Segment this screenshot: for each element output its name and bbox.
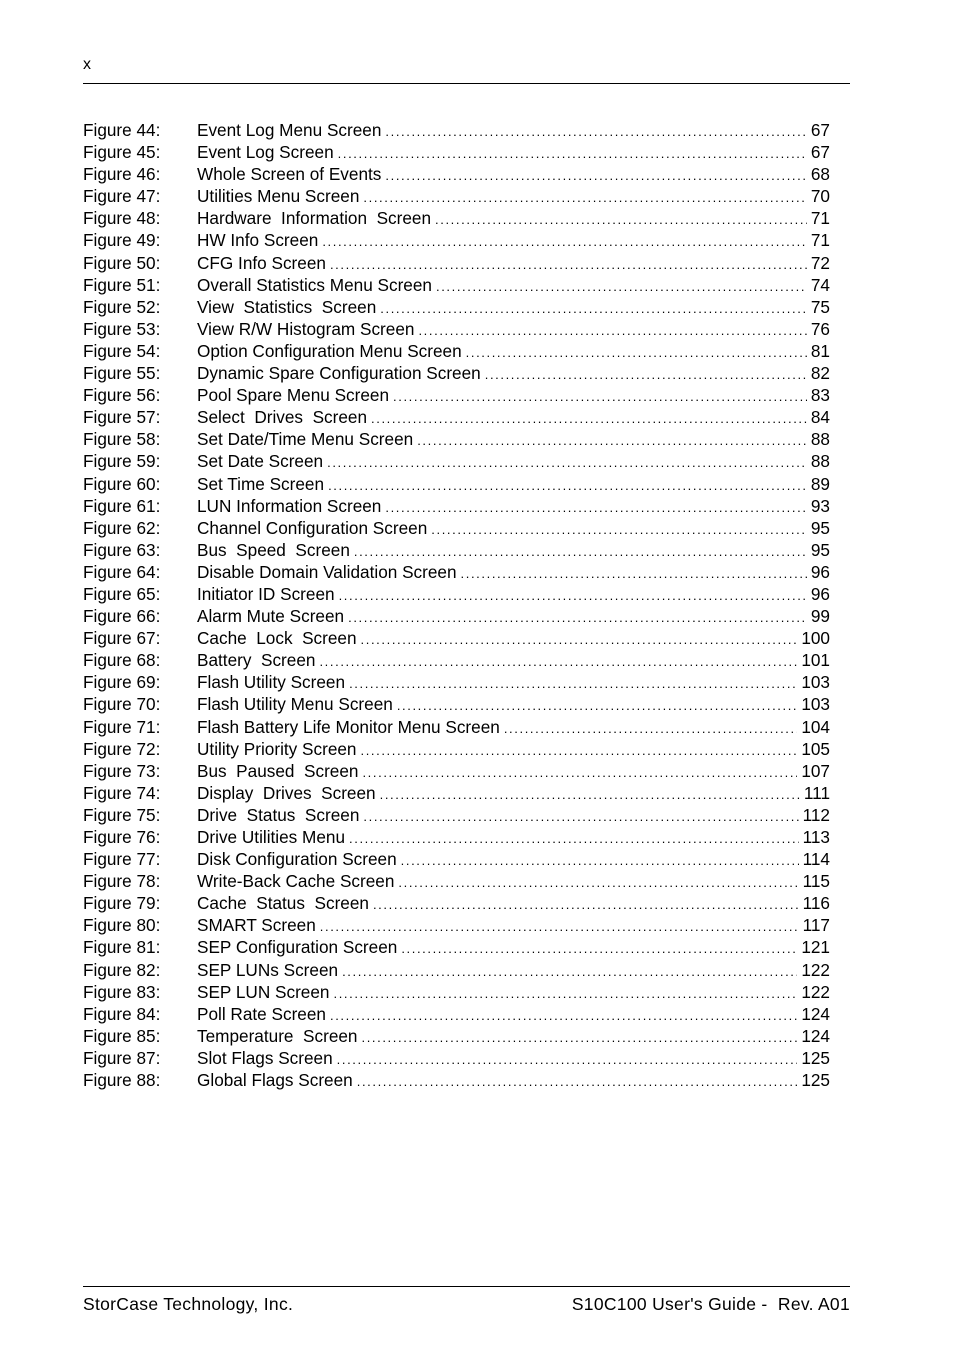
dot-leader <box>337 1049 798 1071</box>
figure-number: Figure 52: <box>83 296 161 317</box>
figure-title: SEP Configuration Screen <box>197 937 398 958</box>
figure-number: Figure 81: <box>83 937 161 958</box>
page-reference: 101 <box>801 650 830 671</box>
page-reference: 88 <box>810 451 830 472</box>
page-reference: 95 <box>810 539 830 560</box>
page-reference: 71 <box>810 208 830 229</box>
figure-number: Figure 51: <box>83 274 161 295</box>
page-reference: 117 <box>802 915 830 936</box>
dot-leader <box>362 762 797 784</box>
figure-number: Figure 45: <box>83 142 161 163</box>
page-reference: 113 <box>802 827 830 847</box>
dot-leader <box>354 541 807 563</box>
dot-leader <box>417 430 807 452</box>
page-reference: 96 <box>810 561 830 582</box>
figure-title: Global Flags Screen <box>197 1070 353 1091</box>
figure-title: LUN Information Screen <box>197 495 382 516</box>
figure-title: Set Time Screen <box>197 473 325 494</box>
page-reference: 125 <box>801 1070 830 1091</box>
dot-leader <box>401 850 799 872</box>
figure-title: Pool Spare Menu Screen <box>197 385 390 406</box>
toc-entry[interactable] <box>83 119 830 141</box>
figure-title: CFG Info Screen <box>197 252 326 273</box>
figure-title: Whole Screen of Events <box>197 164 382 185</box>
toc-entry[interactable] <box>83 605 830 627</box>
page-reference: 74 <box>810 274 830 295</box>
figure-title: Cache Status Screen <box>197 893 369 914</box>
page-reference: 99 <box>810 606 830 627</box>
figure-number: Figure 58: <box>83 429 161 450</box>
toc-entry[interactable] <box>83 229 830 251</box>
figure-number: Figure 76: <box>83 827 161 847</box>
figure-title: Set Date/Time Menu Screen <box>197 429 414 450</box>
figure-number: Figure 46: <box>83 164 161 185</box>
figure-number: Figure 79: <box>83 893 161 914</box>
header-divider <box>83 83 850 84</box>
page-reference: 122 <box>801 981 830 1002</box>
dot-leader <box>327 452 807 474</box>
toc-entry[interactable] <box>83 583 830 605</box>
toc-entry[interactable] <box>83 760 830 782</box>
figure-number: Figure 48: <box>83 208 161 229</box>
toc-entry[interactable] <box>83 1003 830 1025</box>
page-reference: 75 <box>810 296 830 317</box>
figure-title: Flash Utility Screen <box>197 672 346 693</box>
page-reference: 89 <box>810 473 830 494</box>
page-reference: 103 <box>801 672 830 693</box>
page-reference: 67 <box>810 142 830 163</box>
figure-title: Event Log Screen <box>197 142 334 163</box>
figure-title: Option Configuration Menu Screen <box>197 340 462 361</box>
dot-leader <box>431 519 807 541</box>
dot-leader <box>373 894 799 916</box>
dot-leader <box>361 629 798 651</box>
list-of-figures <box>83 119 830 1091</box>
dot-leader <box>380 784 800 806</box>
page-reference: 95 <box>810 517 830 538</box>
toc-entry[interactable] <box>83 1047 830 1069</box>
dot-leader <box>328 475 807 497</box>
dot-leader <box>371 408 807 430</box>
figure-title: Dynamic Spare Configuration Screen <box>197 363 481 384</box>
figure-number: Figure 71: <box>83 716 161 737</box>
page-reference: 114 <box>802 849 830 870</box>
dot-leader <box>342 961 797 983</box>
figure-number: Figure 55: <box>83 363 161 384</box>
dot-leader <box>363 187 806 209</box>
figure-title: Temperature Screen <box>197 1025 358 1046</box>
page-reference: 125 <box>801 1047 830 1068</box>
toc-entry[interactable] <box>83 428 830 450</box>
toc-entry[interactable] <box>83 782 830 804</box>
figure-number: Figure 47: <box>83 186 161 207</box>
figure-number: Figure 57: <box>83 407 161 428</box>
figure-title: SMART Screen <box>197 915 316 936</box>
toc-entry[interactable] <box>83 406 830 428</box>
figure-number: Figure 68: <box>83 650 161 671</box>
figure-number: Figure 59: <box>83 451 161 472</box>
page-reference: 84 <box>810 407 830 428</box>
figure-number: Figure 54: <box>83 340 161 361</box>
dot-leader <box>466 342 807 364</box>
toc-entry[interactable] <box>83 141 830 163</box>
dot-leader <box>418 320 806 342</box>
toc-entry[interactable] <box>83 517 830 539</box>
toc-entry[interactable] <box>83 252 830 274</box>
dot-leader <box>385 497 807 519</box>
toc-entry[interactable] <box>83 362 830 384</box>
dot-leader <box>435 209 807 231</box>
toc-entry[interactable] <box>83 826 830 848</box>
figure-title: Cache Lock Screen <box>197 628 357 649</box>
toc-entry[interactable] <box>83 1025 830 1047</box>
page-reference: 96 <box>810 583 830 604</box>
figure-number: Figure 63: <box>83 539 161 560</box>
figure-title: Flash Utility Menu Screen <box>197 694 393 715</box>
figure-number: Figure 74: <box>83 782 161 803</box>
figure-title: Overall Statistics Menu Screen <box>197 274 432 295</box>
figure-title: Initiator ID Screen <box>197 583 335 604</box>
page-reference: 70 <box>810 186 830 207</box>
dot-leader <box>339 585 807 607</box>
page-reference: 104 <box>801 716 830 737</box>
dot-leader <box>349 828 799 850</box>
toc-entry[interactable] <box>83 693 830 715</box>
toc-entry[interactable] <box>83 804 830 826</box>
page-reference: 93 <box>810 495 830 516</box>
dot-leader <box>485 364 807 386</box>
page-reference: 67 <box>810 120 830 140</box>
figure-number: Figure 62: <box>83 517 161 538</box>
figure-title: Channel Configuration Screen <box>197 517 428 538</box>
figure-number: Figure 65: <box>83 583 161 604</box>
page-reference: 76 <box>810 318 830 339</box>
toc-entry[interactable] <box>83 981 830 1003</box>
toc-entry[interactable] <box>83 671 830 693</box>
figure-number: Figure 72: <box>83 738 161 759</box>
toc-entry[interactable] <box>83 627 830 649</box>
page-reference: 115 <box>802 871 830 892</box>
dot-leader <box>385 165 806 187</box>
figure-title: Bus Speed Screen <box>197 539 350 560</box>
figure-number: Figure 44: <box>83 120 161 140</box>
figure-number: Figure 75: <box>83 804 161 825</box>
toc-entry[interactable] <box>83 1069 830 1091</box>
toc-entry[interactable] <box>83 959 830 981</box>
figure-number: Figure 84: <box>83 1003 161 1024</box>
figure-number: Figure 67: <box>83 628 161 649</box>
toc-entry[interactable] <box>83 892 830 914</box>
figure-title: Disable Domain Validation Screen <box>197 561 457 582</box>
toc-entry[interactable] <box>83 716 830 738</box>
dot-leader <box>504 718 797 740</box>
toc-entry[interactable] <box>83 340 830 362</box>
figure-title: Slot Flags Screen <box>197 1047 333 1068</box>
dot-leader <box>385 121 806 143</box>
figure-title: Flash Battery Life Monitor Menu Screen <box>197 716 500 737</box>
figure-number: Figure 61: <box>83 495 161 516</box>
toc-entry[interactable] <box>83 936 830 958</box>
page-reference: 116 <box>802 893 830 914</box>
footer-divider <box>83 1286 850 1287</box>
figure-number: Figure 66: <box>83 606 161 627</box>
toc-entry[interactable] <box>83 848 830 870</box>
figure-number: Figure 64: <box>83 561 161 582</box>
toc-entry[interactable] <box>83 207 830 229</box>
dot-leader <box>357 1071 798 1093</box>
figure-number: Figure 49: <box>83 230 161 251</box>
toc-entry[interactable] <box>83 296 830 318</box>
toc-entry[interactable] <box>83 384 830 406</box>
toc-entry[interactable] <box>83 274 830 296</box>
figure-number: Figure 85: <box>83 1025 161 1046</box>
figure-number: Figure 53: <box>83 318 161 339</box>
toc-entry[interactable] <box>83 539 830 561</box>
page-reference: 82 <box>810 363 830 384</box>
footer-company: StorCase Technology, Inc. <box>83 1294 294 1314</box>
figure-title: Utility Priority Screen <box>197 738 357 759</box>
page-reference: 88 <box>810 429 830 450</box>
page-reference: 112 <box>802 804 830 825</box>
dot-leader <box>330 254 807 276</box>
figure-number: Figure 78: <box>83 871 161 892</box>
toc-entry[interactable] <box>83 473 830 495</box>
figure-number: Figure 70: <box>83 694 161 715</box>
page-reference: 100 <box>801 628 830 649</box>
toc-entry[interactable] <box>83 495 830 517</box>
dot-leader <box>320 916 799 938</box>
dot-leader <box>363 806 798 828</box>
toc-entry[interactable] <box>83 914 830 936</box>
dot-leader <box>333 983 797 1005</box>
figure-number: Figure 69: <box>83 672 161 693</box>
dot-leader <box>362 1027 798 1049</box>
toc-entry[interactable] <box>83 870 830 892</box>
toc-entry[interactable] <box>83 318 830 340</box>
toc-entry[interactable] <box>83 649 830 671</box>
page-reference: 71 <box>810 230 830 251</box>
figure-number: Figure 73: <box>83 760 161 781</box>
toc-entry[interactable] <box>83 185 830 207</box>
figure-title: SEP LUN Screen <box>197 981 330 1002</box>
page-reference: 103 <box>801 694 830 715</box>
dot-leader <box>319 651 797 673</box>
dot-leader <box>401 938 797 960</box>
toc-entry[interactable] <box>83 450 830 472</box>
figure-title: SEP LUNs Screen <box>197 959 339 980</box>
figure-title: HW Info Screen <box>197 230 319 251</box>
figure-title: Hardware Information Screen <box>197 208 432 229</box>
figure-title: Select Drives Screen <box>197 407 368 428</box>
figure-title: Utilities Menu Screen <box>197 186 360 207</box>
dot-leader <box>393 386 807 408</box>
footer-document-title: S10C100 User's Guide - Rev. A01 <box>571 1294 850 1314</box>
page-reference: 111 <box>803 782 830 803</box>
page-reference: 107 <box>801 760 830 781</box>
page-reference: 81 <box>810 340 830 361</box>
figure-number: Figure 88: <box>83 1070 161 1091</box>
figure-title: Event Log Menu Screen <box>197 120 382 140</box>
figure-number: Figure 77: <box>83 849 161 870</box>
figure-number: Figure 87: <box>83 1047 161 1068</box>
figure-title: Display Drives Screen <box>197 782 376 803</box>
figure-title: View R/W Histogram Screen <box>197 318 415 339</box>
figure-title: Set Date Screen <box>197 451 324 472</box>
figure-number: Figure 60: <box>83 473 161 494</box>
figure-title: Disk Configuration Screen <box>197 849 397 870</box>
dot-leader <box>322 231 807 253</box>
toc-entry[interactable] <box>83 561 830 583</box>
page-reference: 72 <box>810 252 830 273</box>
page-reference: 105 <box>801 738 830 759</box>
page-number: x <box>83 56 91 73</box>
dot-leader <box>330 1005 797 1027</box>
figure-number: Figure 50: <box>83 252 161 273</box>
page-reference: 124 <box>801 1003 830 1024</box>
page-reference: 68 <box>810 164 830 185</box>
dot-leader <box>461 563 807 585</box>
figure-title: Poll Rate Screen <box>197 1003 326 1024</box>
dot-leader <box>349 673 797 695</box>
dot-leader <box>361 740 798 762</box>
figure-number: Figure 82: <box>83 959 161 980</box>
dot-leader <box>397 695 797 717</box>
dot-leader <box>380 298 807 320</box>
figure-number: Figure 56: <box>83 385 161 406</box>
page-reference: 122 <box>801 959 830 980</box>
dot-leader <box>338 143 807 165</box>
figure-title: Drive Status Screen <box>197 804 360 825</box>
toc-entry[interactable] <box>83 738 830 760</box>
dot-leader <box>398 872 798 894</box>
figure-title: View Statistics Screen <box>197 296 377 317</box>
figure-title: Write-Back Cache Screen <box>197 871 395 892</box>
toc-entry[interactable] <box>83 163 830 185</box>
dot-leader <box>348 607 807 629</box>
dot-leader <box>436 276 807 298</box>
page-reference: 83 <box>810 385 830 406</box>
figure-title: Drive Utilities Menu <box>197 827 346 847</box>
figure-number: Figure 83: <box>83 981 161 1002</box>
figure-title: Alarm Mute Screen <box>197 606 345 627</box>
figure-title: Battery Screen <box>197 650 316 671</box>
figure-title: Bus Paused Screen <box>197 760 359 781</box>
figure-number: Figure 80: <box>83 915 161 936</box>
page-reference: 121 <box>801 937 830 958</box>
page-reference: 124 <box>801 1025 830 1046</box>
